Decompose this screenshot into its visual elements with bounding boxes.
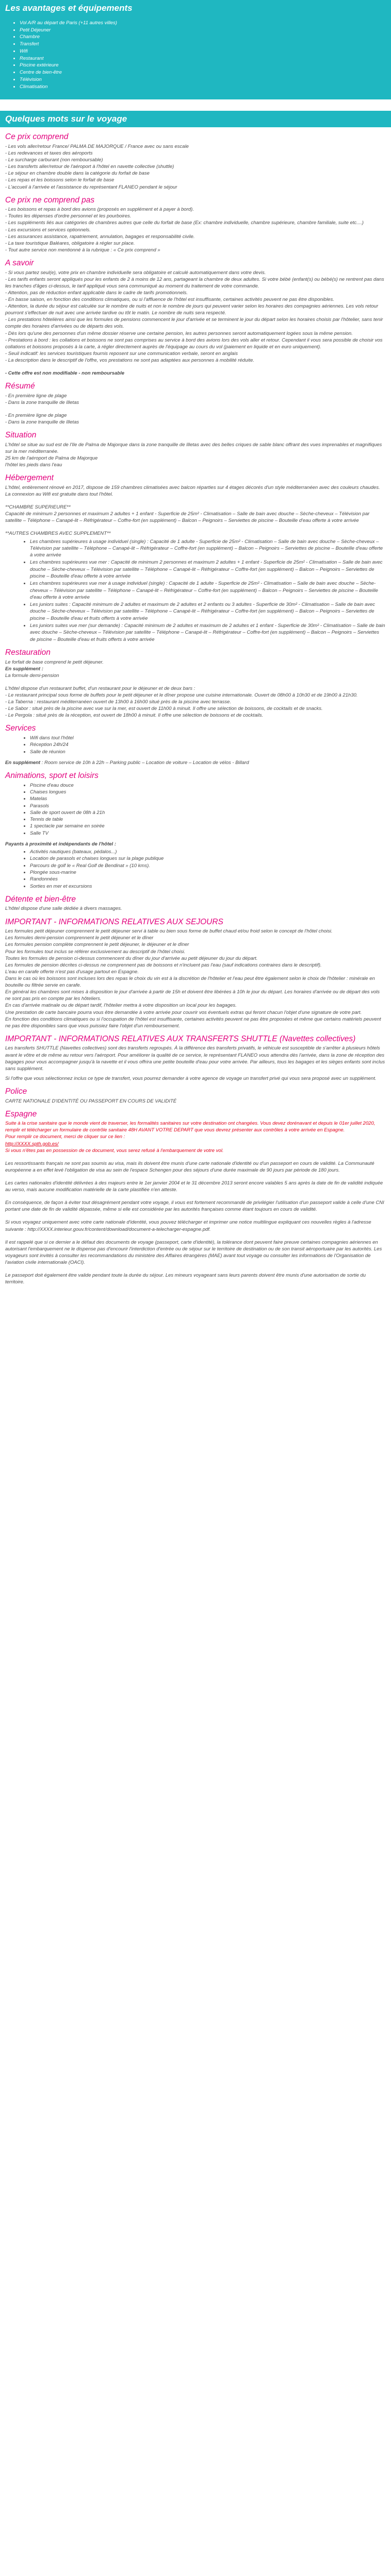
notice-block xyxy=(5,269,386,377)
paid-label: En supplément xyxy=(5,759,41,766)
text-line: - Le Pergola : situé près de la réception, est ouvert de 18h00 à minuit. Il offre une sélection de boissons et de cocktails. xyxy=(5,713,264,719)
activity-item: • 1 spectacle par semaine en soirée xyxy=(30,823,386,829)
paid-activity-item: • Location de parasols et chaises longues sur la plage publique xyxy=(30,855,386,862)
section-title-spain: Espagne xyxy=(5,1109,37,1118)
text-line: En supplément : xyxy=(5,666,43,672)
section-title-activities: Animations, sport et loisirs xyxy=(5,771,99,781)
room-heading: **CHAMBRE SUPERIEURE** xyxy=(5,504,71,511)
text-line: Capacité de minimum 2 personnes et maximum 2 adultes + 1 enfant - Superficie de 25m² - Climatisation – Salle de bain avec douche – Sèche-cheveux – Télévision par satellite – Téléphone – Canapé-lit – Réfrigérateur – Coffre-fort (en supplément) – Balcon – Peignoirs – Serviettes de piscine – Bouteille d'eau offerte à votre arrivée xyxy=(5,511,370,524)
cancellation-note: - Cette offre est non modifiable - non remboursable xyxy=(5,370,125,377)
advantage-item: • Transfert xyxy=(20,41,386,48)
text-line: Si l'offre que vous sélectionnez inclus ce type de transfert, vous pourrez demander à votre agence de voyage un transfert privé qui vous sera proposé avec un supplément. xyxy=(5,1075,377,1081)
activities-block xyxy=(5,782,386,890)
text-line: L'hôtel se situe au sud est de l'Ile de Palma de Majorque dans la zone tranquille de Illetas avec des belles criques de sable blanc offrant des vues imprenables et magnifiques sur la mer méditerranée. xyxy=(5,442,382,454)
health-form-link[interactable]: http://XXXX.spth.gob.es/ xyxy=(5,1141,59,1147)
room-list xyxy=(5,538,386,643)
important-stays-block xyxy=(5,928,386,1029)
paid-activity-item: • Activités nautiques (bateaux, pédalos...) xyxy=(30,849,386,855)
text-line: Le passeport doit également être valide pendant toute la durée du séjour. Les mineurs voyageant sans leurs parents doivent être munis d'une autorisation de sortie du territoire. xyxy=(5,1273,366,1285)
text-line: - Tout autre service non mentionné à la rubrique : « Ce prix comprend » xyxy=(5,247,160,253)
summary-block xyxy=(5,393,386,426)
text-line: Pour les formules tout inclus se référer exclusivement au descriptif de l'hôtel choisi. xyxy=(5,948,186,955)
activity-item: • Piscine d'eau douce xyxy=(30,782,386,789)
service-item: • Salle de réunion xyxy=(30,749,386,755)
room-item: • Les chambres supérieures vue mer : Capacité de minimum 2 personnes et maximum 2 adultes + 1 enfant - Superficie de 25m² - Climatisation – Salle de bain avec douche – Sèche-cheveux – Télévision par satellite – Téléphone – Canapé-lit – Réfrigérateur – Coffre-fort (en supplément) – Balcon – Peignoirs – Serviettes de piscine – Bouteille d'eau offerte à votre arrivée xyxy=(30,559,386,580)
excludes-block xyxy=(5,206,386,253)
text-line: - La description dans le descriptif de l'offre, vos prestations ne sont pas adaptées aux personnes à mobilité réduite. xyxy=(5,357,254,363)
paid-activities-label: Payants à proximité et indépendants de l'hôtel : xyxy=(5,841,116,847)
text-line: 25 km de l'aéroport de Palma de Majorque xyxy=(5,455,98,462)
text-line: - Les transferts aller/retour de l'aéroport à l'hôtel en navette collective (shuttle) xyxy=(5,164,174,170)
text-line: - La taxe touristique Baléares, obligatoire à régler sur place. xyxy=(5,240,135,246)
advantage-item: • Restaurant xyxy=(20,55,386,62)
text-line: - Les suppléments liés aux catégories de chambres autres que celle du forfait de base (Ex: chambre individuelle, chambre supérieure, chambre familiale, suite etc....) xyxy=(5,220,364,226)
text-line: - Les boissons et repas à bord des avions (proposés en supplément et à payer à bord). xyxy=(5,207,194,213)
text-line: Si vous voyagez uniquement avec votre carte nationale d'identité, vous pouvez télécharger et imprimer une notice multilingue expliquant ces nouvelles règles à l'adresse suivante : http://XXXX.interieur.gouv.fr/content/download/document-a-telecharger-espagne.pdf. xyxy=(5,1219,371,1232)
text-line: - Le surcharge carburant (non remboursable) xyxy=(5,157,103,163)
room-heading: **AUTRES CHAMBRES AVEC SUPPLEMENT** xyxy=(5,531,111,537)
section-title-services: Services xyxy=(5,724,36,733)
text-line: En conséquence, de façon à éviter tout désagrément pendant votre voyage, il vous est fortement recommandé de privilégier l'utilisation d'un passeport valide à celle d'une CNI portant une date de fin de validité dépassée, même si elle est considérée par les autorités françaises comme étant toujours en cours de validité. xyxy=(5,1200,384,1213)
text-line: - Toutes les dépenses d'ordre personnel et les pourboires. xyxy=(5,213,132,219)
text-line: - La Taberna : restaurant méditerranéen ouvert de 13h00 à 16h00 situé près de la piscine avec terrasse. xyxy=(5,699,231,705)
text-line: - Le Sabor : situé près de la piscine avec vue sur la mer, est ouvert de 11h00 à minuit. Il offre une sélection de boissons, de cocktails et de snacks. xyxy=(5,706,323,712)
advantages-list xyxy=(5,20,386,91)
location-block xyxy=(5,442,386,468)
services-list xyxy=(5,735,386,755)
text-line: CARTE NATIONALE D'IDENTITÉ OU PASSEPORT EN COURS DE VALIDITÉ xyxy=(5,1098,177,1104)
stay-title: Quelques mots sur le voyage xyxy=(0,111,391,127)
text-line: - Le restaurant principal sous forme de buffets pour le petit déjeuner et le dîner propose une cuisine internationale. Ouvert de 08h00 à 10h30 et de 19h00 à 21h30. xyxy=(5,692,358,698)
advantage-item: • Climatisation xyxy=(20,83,386,91)
section-title-police: Police xyxy=(5,1087,27,1096)
section-title-accommodation: Hébergement xyxy=(5,473,54,483)
advantage-item: • Chambre xyxy=(20,33,386,41)
text-line: - Dans la zone tranquille de Illetas xyxy=(5,399,79,405)
advantages-title: Les avantages et équipements xyxy=(0,0,391,16)
advantage-item: • Piscine extérieure xyxy=(20,62,386,69)
text-line: - Seuil indicatif: les services touristiques fournis reposent sur une communication verbale, seront en anglais xyxy=(5,350,238,357)
section-title-catering: Restauration xyxy=(5,648,51,657)
room-item: • Les chambres supérieures vue mer à usage individuel (single) : Capacité de 1 adulte - Superficie de 25m² - Climatisation – Salle de bain avec douche – Sèche-cheveux – Télévision par satellite – Téléphone – Canapé-lit – Réfrigérateur – Coffre-fort (en supplément) – Balcon – Peignoirs – Serviettes de piscine – Bouteille d'eau offerte à votre arrivée xyxy=(30,580,386,601)
text-line: Les cartes nationales d'identité délivrées à des majeurs entre le 1er janvier 2004 et le 31 décembre 2013 seront encore valables 5 ans après la date de fin de validité indiquée au verso, mais aucune modification matérielle de la carte plastifiée n'en atteste. xyxy=(5,1180,383,1193)
text-line: - Dans la zone tranquille de Illetas xyxy=(5,419,79,426)
activity-item: • Salle de sport ouvert de 08h à 21h xyxy=(30,809,386,816)
text-line: - Le séjour en chambre double dans la catégorie du forfait de base xyxy=(5,171,150,177)
text-line: - Les assurances assistance, rapatriement, annulation, bagages et responsabilité civile. xyxy=(5,233,195,240)
paid-activities-list xyxy=(5,849,386,890)
activity-item: • Chaises longues xyxy=(30,789,386,795)
room-item: • Les juniors suites : Capacité minimum de 2 adultes et maximum de 2 adultes et 2 enfants ou 3 adultes - Superficie de 30m² - Climatisation – Salle de bain avec douche – Sèche-cheveux – Télévision par satellite – Téléphone – Canapé-lit – Réfrigérateur – Coffre-fort (en supplément) – Balcon – Peignoirs – Serviettes de piscine – Bouteille d'eau et fruits offerts à votre arrivée xyxy=(30,601,386,622)
text-line: En fonction des conditions climatiques ou si l'occupation de l'hôtel est insuffisante, certaines activités peuvent ne pas être proposées et même que certains matériels peuvent ne pas être disponibles sans que vous puissiez faire l'objet d'un remboursement. xyxy=(5,1016,381,1029)
section-title-summary: Résumé xyxy=(5,382,35,391)
accommodation-block xyxy=(5,484,386,643)
text-line: L'hôtel dispose d'un restaurant buffet, d'un restaurant pour le déjeuner et de deux bars : xyxy=(5,685,196,691)
text-line: Le forfait de base comprend le petit déjeuner. xyxy=(5,659,104,665)
health-notice: Si vous n'êtes pas en possession de ce document, vous serez refusé à l'embarquement de votre vol. xyxy=(5,1147,224,1154)
text-line: L'hôtel dispose d'une salle dédiée à divers massages. xyxy=(5,906,122,912)
advantage-item: • Vol A/R au départ de Paris (+11 autres villes) xyxy=(20,20,386,27)
text-line: En cas d'arrivée matinale ou de départ tardif, l'hôtelier mettra à votre disposition un local pour les bagages. xyxy=(5,1003,237,1009)
advantage-item: • Wifi xyxy=(20,48,386,55)
advantage-item: • Télévision xyxy=(20,76,386,83)
text-line: L'hôtel, entièrement rénové en 2017, dispose de 159 chambres climatisées avec balcon réparties sur 4 étages décorés d'un style méditerranéen avec des couleurs chaudes. La connexion au Wifi est gratuite dans tout l'hôtel. xyxy=(5,484,380,497)
text-line: Les formules pension complète comprennent le petit déjeuner, le déjeuner et le dîner xyxy=(5,942,189,948)
text-line: - Les tarifs enfants seront appliqués pour les enfants de 2 à moins de 12 ans, partageant la chambre de deux adultes. Si votre bébé (enfant(s) ou bébé(s) ne rentrent pas dans les tranches d'âges ci-dessus, le tarif appliqué vous sera communiqué au moment du traitement de votre commande. xyxy=(5,276,384,289)
paid-activity-item: • Randonnées xyxy=(30,876,386,883)
text-line: - Les repas et les boissons selon le forfait de base xyxy=(5,177,115,183)
text-line: - Les vols aller/retour France/ PALMA DE MAJORQUE / France avec ou sans escale xyxy=(5,143,189,149)
room-item: • Les juniors suites vue mer (sur demande) : Capacité minimum de 2 adultes et maximum de 2 adultes et 1 enfant - Superficie de 30m² - Climatisation – Salle de bain avec douche – Sèche-cheveux – Télévision par satellite – Téléphone – Canapé-lit – Réfrigérateur – Coffre-fort (en supplément) – Balcon – Peignoirs – Serviettes de piscine – Bouteille d'eau et fruits offerts à votre arrivée xyxy=(30,622,386,643)
text-line: - Les excursions et services optionnels. xyxy=(5,227,91,233)
activity-item: • Salle TV xyxy=(30,830,386,837)
spain-block xyxy=(5,1120,386,1285)
activity-item: • Parasols xyxy=(30,803,386,809)
text-line: Les ressortissants français ne sont pas soumis au visa, mais ils doivent être munis d'une carte nationale d'identité ou d'un passeport en cours de validité. La Communauté européenne a en effet levé l'obligation de visa au sein de l'espace Schengen pour des séjours d'une durée maximale de 90 jours par période de 180 jours. xyxy=(5,1160,374,1173)
health-notice: Pour remplir ce document, merci de cliquer sur ce lien : xyxy=(5,1134,125,1140)
text-line: - Les redevances et taxes des aéroports xyxy=(5,150,93,156)
stay-content xyxy=(0,132,391,1298)
text-line: - Attention, pas de réduction enfant applicable dans le cadre de tarifs promotionnels. xyxy=(5,290,188,296)
paid-activity-item: • Plongée sous-marine xyxy=(30,869,386,876)
advantage-item: • Petit Déjeuner xyxy=(20,27,386,34)
text-line: - Prestations à bord : les collations et boissons ne sont pas comprises au service à bord des avions lors des vols aller et retour. Cependant il vous sera possible de choisir vos collations et boissons proposés à la carte, à régler directement auprès de l'équipage au cours du vol (paiement en liquide et en euro uniquement). xyxy=(5,337,383,350)
text-line: Toutes les formules de pension ci-dessus commencent du dîner du jour d'arrivée au petit déjeuner du jour du départ. xyxy=(5,955,258,961)
catering-block xyxy=(5,659,386,719)
text-line: - L'accueil à l'arrivée et l'assistance du représentant FLANEO pendant le séjour xyxy=(5,184,177,190)
text-line: - Les prestations hôtelières ainsi que les formules de pensions commencent le jour d'arrivée et se terminent le jour du départ selon les horaires choisis par l'hôtelier, sans tenir compte des horaires d'arrivées ou de départs des vols. xyxy=(5,317,383,330)
health-notice: Suite à la crise sanitaire que le monde vient de traverser, les formalités sanitaires sur votre destination ont changées. Vous devez dorénavant et depuis le 01er juillet 2020, remplir et télécharger un formulaire de contrôle sanitaire 48H AVANT VOTRE DEPART que vous devrez présenter aux contrôles à votre arrivée en Espagne. xyxy=(5,1121,376,1133)
services-block xyxy=(5,735,386,766)
text-line: l'hôtel les pieds dans l'eau xyxy=(5,462,62,468)
text-line: - Si vous partez seul(e), votre prix en chambre individuelle sera obligatoire et calculé automatiquement dans votre devis. xyxy=(5,269,266,276)
text-line: - Dès lors qu'une des personnes d'un même dossier réserve une certaine pension, les autres personnes seront automatiquement logées sous la même pension. xyxy=(5,330,353,336)
paid-activity-item: • Sorties en mer et excursions xyxy=(30,883,386,890)
advantage-item: • Centre de bien-être xyxy=(20,69,386,76)
paid-services xyxy=(5,759,386,766)
section-title-important-stays: IMPORTANT - INFORMATIONS RELATIVES AUX SEJOURS xyxy=(5,917,223,926)
section-title-location: Situation xyxy=(5,431,37,440)
text-line: - En première ligne de plage xyxy=(5,413,67,419)
section-title-excludes: Ce prix ne comprend pas xyxy=(5,195,95,205)
text-line: Une prestation de carte bancaire pourra vous être demandée à votre arrivée pour couvrir vos éventuels extras qui feront chacun l'objet d'une signature de votre part. xyxy=(5,1009,362,1015)
text-line: Les formules de pension décrites ci-dessus ne comprennent pas de boissons et n'incluent pas l'eau (sauf indications contraires dans le descriptif). xyxy=(5,962,322,968)
text-line: - Attention, la durée du séjour est calculée sur le nombre de nuits et non le nombre de jours qui peuvent varier selon les horaires des compagnies aériennes. Les vols retour pourront s'effectuer de nuit avec une arrivée tardive ou tôt le matin. Le nombre de nuits sera respecté. xyxy=(5,303,379,316)
activities-list xyxy=(5,782,386,837)
text-line: La formule demi-pension xyxy=(5,672,59,679)
includes-block xyxy=(5,143,386,191)
section-title-notice: A savoir xyxy=(5,258,34,267)
section-title-important-transfers: IMPORTANT - INFORMATIONS RELATIVES AUX TRANSFERTS SHUTTLE (Navettes collectives) xyxy=(5,1034,356,1043)
text-line: Les formules demi-pension comprennent le petit déjeuner et le dîner xyxy=(5,935,154,941)
text-line: L'eau en carafe offerte n'est pas d'usage partout en Espagne. xyxy=(5,969,139,975)
text-line: - En basse saison, en fonction des conditions climatiques, ou si l'affluence de l'hôtel est insuffisante, certaines activités peuvent ne pas être disponibles. xyxy=(5,297,334,302)
paid-activity-item: • Parcours de golf le « Real Golf de Bendinat » (10 kms). xyxy=(30,862,386,869)
text-line: Les transferts SHUTTLE (Navettes collectives) sont des transferts regroupés. À la différence des transferts privatifs, le véhicule est susceptible de s'arrêter à plusieurs hôtels avant le vôtre et de même au retour vers l'aéroport. Pour améliorer la qualité de ce service, le représentant FLANEO vous attendra dès l'arrivée, dans la zone de réception des bagages pour vous accompagner jusqu'à la navette et il vous offrira une petite bouteille d'eau pour votre arrivée. Par ailleurs, tous les bagages et les sièges enfants sont inclus sans supplément. xyxy=(5,1045,385,1072)
paid-text: : Room service de 10h à 22h – Parking public – Location de voiture – Location de vélos - Billard xyxy=(40,759,249,766)
text-line: Dans le cas où les boissons sont incluses lors des repas le choix du vin est à la discrétion de l'hôtelier et l'eau peut être également selon le choix de l'hôtelier : minérale en bouteille ou filtrée servie en carafe. xyxy=(5,975,375,989)
text-line: - En première ligne de plage xyxy=(5,393,67,399)
advantages-panel xyxy=(0,16,391,100)
text-line: Il est rappelé que si ce dernier a le défaut des documents de voyage (passeport, carte d'identité), la tolérance dont peuvent faire preuve certaines compagnies aériennes en autorisant l'embarquement ne le dispense pas d'encourir l'interdiction d'entrée ou de séjour sur le territoire de destination ou de son transit aéroportuaire par les autorités. Les voyageurs sont invités à consulter les recommandations du ministère des Affaires étrangères (MAE) avant tout voyage ou consulter les informations de l'Organisation de l'aviation civile internationale (OACI). xyxy=(5,1239,382,1266)
room-item: • Les chambres supérieures à usage individuel (single) : Capacité de 1 adulte - Superficie de 25m² - Climatisation – Salle de bain avec douche – Sèche-cheveux – Télévision par satellite – Téléphone – Canapé-lit – Réfrigérateur – Coffre-fort (en supplément) – Balcon – Peignoirs – Serviettes de piscine – Bouteille d'eau offerte à votre arrivée xyxy=(30,538,386,559)
section-title-includes: Ce prix comprend xyxy=(5,132,69,142)
service-item: • Wifi dans tout l'hôtel xyxy=(30,735,386,741)
activity-item: • Matelas xyxy=(30,795,386,802)
important-transfers-block xyxy=(5,1045,386,1082)
section-title-spa: Détente et bien-être xyxy=(5,894,76,904)
text-line: En général les chambres sont mises à disposition le jour d'arrivée à partir de 15h et doivent être libérées à 10h le jour du départ. Les horaires d'arrivée ou de départ des vols ne sont pas pris en compte par les hôteliers. xyxy=(5,989,380,1002)
activity-item: • Tennis de table xyxy=(30,816,386,823)
text-line: Les formules petit déjeuner comprennent le petit déjeuner servi à table ou bien sous forme de buffet chaud et/ou froid selon le concept de l'hôtel choisi. xyxy=(5,928,333,935)
service-item: • Réception 24h/24 xyxy=(30,741,386,748)
